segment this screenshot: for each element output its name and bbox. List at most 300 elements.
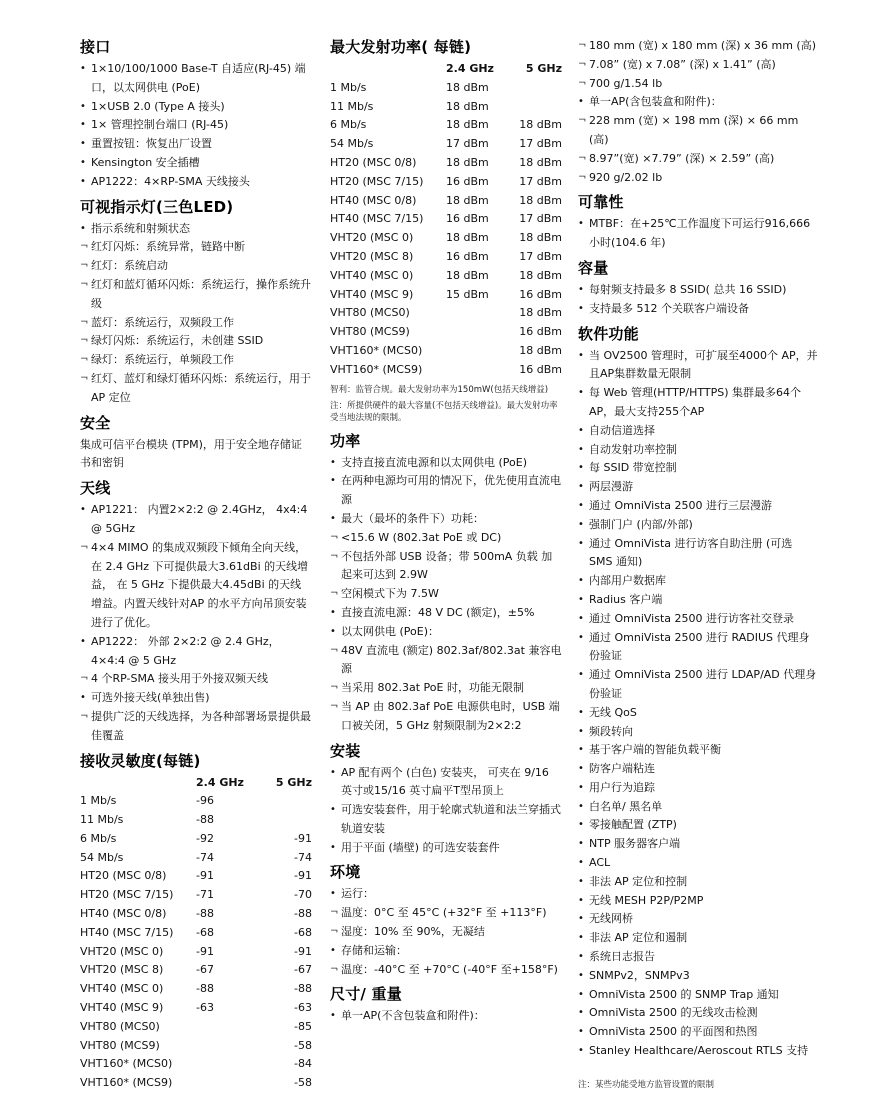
dimensions-continued xyxy=(578,37,818,187)
section-title: 软件功能 xyxy=(578,324,639,343)
table-row xyxy=(80,905,312,924)
rate-cell: VHT20 (MSC 0) xyxy=(80,944,164,958)
list-item xyxy=(578,1023,818,1042)
list-item-text: 白名单/ 黑名单 xyxy=(589,799,663,813)
table-row xyxy=(330,229,562,248)
table-row xyxy=(330,173,562,192)
rate-cell: 6 Mb/s xyxy=(330,118,367,132)
sub-bullet-icon: ¬ xyxy=(330,644,339,656)
rate-cell: VHT80 (MCS9) xyxy=(80,1038,160,1052)
sub-bullet-icon: ¬ xyxy=(80,710,89,722)
list-item xyxy=(578,459,818,478)
list-item-text: 每 SSID 带宽控制 xyxy=(589,461,677,475)
sub-bullet-icon: ¬ xyxy=(80,541,89,553)
section-title: 最大发射功率( 每链) xyxy=(330,38,472,56)
capacity-section xyxy=(578,259,818,319)
security-text: 集成可信平台模块 (TPM)，用于安全地存储证书和密钥 xyxy=(80,437,302,470)
bullet-icon: • xyxy=(578,462,584,474)
table-row xyxy=(330,248,562,267)
list-item-text: 48V 直流电 (额定) 802.3af/802.3at 兼容电源 xyxy=(341,643,562,676)
section-title: 容量 xyxy=(578,258,609,277)
list-item xyxy=(578,591,818,610)
list-item xyxy=(578,169,818,188)
list-item-text: 支持最多 512 个关联客户端设备 xyxy=(589,301,749,315)
bullet-icon: • xyxy=(578,838,584,850)
bullet-icon: • xyxy=(578,631,584,643)
list-item-text: 4 个RP-SMA 接头用于外接双频天线 xyxy=(91,672,268,686)
table-row xyxy=(80,849,312,868)
value-cell xyxy=(504,98,562,117)
value-cell: -67 xyxy=(196,963,214,977)
tx-power-table xyxy=(330,60,562,380)
section-title: 尺寸/ 重量 xyxy=(330,985,402,1004)
value-cell xyxy=(446,304,504,323)
list-item-text: 基于客户端的智能负载平衡 xyxy=(589,743,721,757)
list-item-text: SNMPv2，SNMPv3 xyxy=(589,968,690,982)
bullet-icon: • xyxy=(578,424,584,436)
value-cell: 16 dBm xyxy=(446,212,489,226)
list-item-text: 红灯、蓝灯和绿灯循环闪烁：系统运行，用于 AP 定位 xyxy=(91,371,311,404)
bullet-icon: • xyxy=(578,725,584,737)
tx-note-capacity: 注：所提供硬件的最大容量(不包括天线增益)。最大发射功率受当地法规的限制。 xyxy=(330,400,558,423)
list-item-text: 强制门户 (内部/外部) xyxy=(589,517,693,531)
table-row xyxy=(80,886,312,905)
rate-cell: VHT40 (MSC 0) xyxy=(330,268,414,282)
sub-bullet-icon: ¬ xyxy=(80,278,89,290)
list-item xyxy=(578,75,818,94)
list-item-text: 单一AP(含包装盒和附件)： xyxy=(589,95,722,109)
list-item xyxy=(330,885,562,904)
reliability-list xyxy=(578,215,818,253)
bullet-icon: • xyxy=(80,156,86,168)
rate-cell: VHT160* (MCS9) xyxy=(330,362,423,376)
bullet-icon: • xyxy=(330,766,336,778)
value-cell: -91 xyxy=(294,944,312,958)
value-cell: 18 dBm xyxy=(519,155,562,169)
bullet-icon: • xyxy=(578,575,584,587)
column-3 xyxy=(578,37,818,1091)
list-item-text: AP1221： 内置2×2:2 @ 2.4GHz， 4x4:4 @ 5GHz xyxy=(91,503,308,535)
list-item-text: 通过 OmniVista 2500 进行访客社交登录 xyxy=(589,611,795,625)
bullet-icon: • xyxy=(330,606,336,618)
bullet-icon: • xyxy=(578,969,584,981)
interface-section xyxy=(80,38,312,192)
list-item xyxy=(578,816,818,835)
value-cell xyxy=(254,792,312,811)
list-item xyxy=(80,689,312,708)
list-item-text: 无线 QoS xyxy=(589,705,637,719)
list-item-text: 存储和运输： xyxy=(341,943,407,957)
list-item xyxy=(578,629,818,667)
bullet-icon: • xyxy=(578,763,584,775)
list-item xyxy=(330,961,562,980)
bullet-icon: • xyxy=(578,706,584,718)
list-item-text: 7.08” (宽) x 7.08” (深) x 1.41” (高) xyxy=(589,57,776,71)
list-item xyxy=(578,892,818,911)
rate-cell: HT20 (MSC 7/15) xyxy=(80,888,174,902)
table-header-row xyxy=(330,60,562,79)
bullet-icon: • xyxy=(578,744,584,756)
value-cell: -92 xyxy=(196,831,214,845)
section-title: 接收灵敏度(每链) xyxy=(80,751,201,770)
value-cell: -91 xyxy=(294,831,312,845)
list-item-text: 通过 OmniVista 2500 进行 LDAP/AD 代理身份验证 xyxy=(589,668,817,700)
table-header-row xyxy=(80,774,312,793)
list-item-text: MTBF：在+25℃工作温度下可运行916,666 小时(104.6 年) xyxy=(589,217,811,250)
list-item-text: 两层漫游 xyxy=(589,480,633,494)
sub-bullet-icon: ¬ xyxy=(578,115,587,127)
list-item-text: 温度：0°C 至 45°C (+32°F 至 +113°F) xyxy=(341,906,547,920)
sub-bullet-icon: ¬ xyxy=(330,963,339,975)
list-item-text: OmniVista 2500 的无线攻击检测 xyxy=(589,1006,758,1020)
list-item xyxy=(330,679,562,698)
list-item xyxy=(578,1042,818,1061)
list-item-text: 单一AP(不含包装盒和附件)： xyxy=(341,1009,485,1023)
value-cell xyxy=(196,1037,254,1056)
list-item xyxy=(578,497,818,516)
list-item xyxy=(80,257,312,276)
value-cell: 16 dBm xyxy=(519,325,562,339)
list-item xyxy=(578,704,818,723)
list-item-text: 在两种电源均可用的情况下，优先使用直流电源 xyxy=(341,474,561,507)
rate-cell: 6 Mb/s xyxy=(80,831,117,845)
table-row xyxy=(80,924,312,943)
bullet-icon: • xyxy=(578,1026,584,1038)
list-item xyxy=(330,801,562,839)
value-cell: -91 xyxy=(196,944,214,958)
list-item-text: 频段转向 xyxy=(589,724,633,738)
sub-bullet-icon: ¬ xyxy=(80,335,89,347)
value-cell: 18 dBm xyxy=(446,193,489,207)
list-item-text: OmniVista 2500 的 SNMP Trap 通知 xyxy=(589,987,779,1001)
value-cell: 18 dBm xyxy=(519,118,562,132)
list-item-text: 用户行为追踪 xyxy=(589,780,655,794)
list-item xyxy=(80,135,312,154)
list-item xyxy=(330,472,562,510)
list-item xyxy=(578,281,818,300)
table-row xyxy=(330,361,562,380)
list-item xyxy=(330,623,562,642)
list-item-text: 红灯闪烁：系统异常，链路中断 xyxy=(91,240,245,254)
value-cell xyxy=(446,342,504,361)
section-title: 可靠性 xyxy=(578,193,624,212)
list-item xyxy=(578,835,818,854)
table-row xyxy=(330,286,562,305)
power-section xyxy=(330,432,562,736)
bullet-icon: • xyxy=(578,593,584,605)
value-cell: -91 xyxy=(294,869,312,883)
bullet-icon: • xyxy=(80,63,86,74)
rate-cell: VHT40 (MSC 9) xyxy=(330,287,414,301)
bullet-icon: • xyxy=(80,692,86,704)
environment-list xyxy=(330,885,562,979)
list-item xyxy=(578,422,818,441)
list-item-text: 通过 OmniVista 进行访客自助注册 (可选 SMS 通知) xyxy=(589,536,793,569)
rx-sensitivity-section xyxy=(80,752,312,1094)
capacity-list xyxy=(578,281,818,319)
list-item-text: ACL xyxy=(589,856,611,870)
rx-sensitivity-table xyxy=(80,774,312,1094)
table-row xyxy=(80,1074,312,1093)
dimensions-section xyxy=(330,985,562,1026)
value-cell xyxy=(446,361,504,380)
list-item xyxy=(578,37,818,56)
section-title: 接口 xyxy=(80,38,111,56)
list-item-text: 湿度：10% 至 90%，无凝结 xyxy=(341,925,485,939)
dimensions-list xyxy=(330,1007,562,1026)
list-item xyxy=(80,173,312,192)
value-cell xyxy=(196,1074,254,1093)
list-item-text: 提供广泛的天线选择，为各种部署场景提供最佳覆盖 xyxy=(91,709,311,742)
value-cell: -67 xyxy=(294,963,312,977)
table-row xyxy=(80,867,312,886)
list-item xyxy=(330,839,562,858)
list-item-text: 直接直流电源：48 V DC (额定)，±5% xyxy=(341,605,535,619)
bullet-icon: • xyxy=(330,944,336,956)
bullet-icon: • xyxy=(578,518,584,530)
bullet-icon: • xyxy=(330,475,336,487)
rate-cell: VHT40 (MSC 9) xyxy=(80,1001,164,1015)
bullet-icon: • xyxy=(578,1045,584,1057)
list-item xyxy=(80,154,312,173)
bullet-icon: • xyxy=(80,222,86,234)
table-row xyxy=(80,830,312,849)
bullet-icon: • xyxy=(578,283,584,295)
sub-bullet-icon: ¬ xyxy=(330,550,339,562)
list-item-text: 防客户端粘连 xyxy=(589,762,655,776)
table-row xyxy=(330,267,562,286)
table-row xyxy=(330,98,562,117)
table-row xyxy=(80,1055,312,1074)
rate-cell: HT40 (MSC 7/15) xyxy=(330,212,424,226)
list-item xyxy=(578,384,818,422)
list-item xyxy=(578,723,818,742)
list-item xyxy=(80,332,312,351)
rate-cell: VHT80 (MCS0) xyxy=(330,306,410,320)
list-item xyxy=(578,854,818,873)
list-item-text: 自动信道选择 xyxy=(589,423,655,437)
value-cell: 18 dBm xyxy=(519,231,562,245)
bullet-icon: • xyxy=(330,804,336,816)
list-item xyxy=(330,510,562,529)
column-header xyxy=(80,774,196,793)
led-section xyxy=(80,198,312,408)
list-item xyxy=(578,967,818,986)
value-cell xyxy=(504,79,562,98)
list-item-text: 红灯：系统启动 xyxy=(91,259,168,273)
list-item-text: 无线 MESH P2P/P2MP xyxy=(589,893,704,907)
list-item-text: 不包括外部 USB 设备；带 500mA 负载 加起来可达到 2.9W xyxy=(341,549,553,582)
list-item-text: 当 AP 由 802.3af PoE 电源供电时，USB 端口被关闭，5 GHz 射频限制为2×2:2 xyxy=(341,699,560,732)
list-item xyxy=(578,741,818,760)
bullet-icon: • xyxy=(330,456,336,468)
value-cell: -68 xyxy=(294,925,312,939)
value-cell: 17 dBm xyxy=(519,137,562,151)
sub-bullet-icon: ¬ xyxy=(578,40,587,51)
bullet-icon: • xyxy=(578,857,584,869)
value-cell: -88 xyxy=(294,907,312,921)
bullet-icon: • xyxy=(578,387,584,399)
list-item xyxy=(578,441,818,460)
list-item-text: 非法 AP 定位和控制 xyxy=(589,874,688,888)
list-item-text: 当采用 802.3at PoE 时，功能无限制 xyxy=(341,681,524,695)
list-item-text: 可选外接天线(单独出售) xyxy=(91,691,210,705)
bullet-icon: • xyxy=(578,988,584,1000)
list-item-text: 每射频支持最多 8 SSID( 总共 16 SSID) xyxy=(589,282,787,296)
rate-cell: VHT20 (MSC 0) xyxy=(330,231,414,245)
list-item xyxy=(80,314,312,333)
list-item-text: 红灯和蓝灯循环闪烁：系统运行，操作系统升级 xyxy=(91,277,311,310)
value-cell: 18 dBm xyxy=(519,343,562,357)
bullet-icon: • xyxy=(578,913,584,925)
sub-bullet-icon: ¬ xyxy=(578,77,587,89)
list-item-text: 4×4 MIMO 的集成双频段下倾角全向天线，在 2.4 GHz 下可提供最大3.61dBi 的天线增益， 在 5 GHz 下提供最大4.45dBi 的天线增益。内置天线针对AP 的水平方向吊顶安装进行了优化。 xyxy=(91,540,309,629)
bullet-icon: • xyxy=(578,349,584,361)
list-item-text: 以太网供电 (PoE)： xyxy=(341,624,440,638)
value-cell: 18 dBm xyxy=(519,193,562,207)
list-item xyxy=(330,942,562,961)
value-cell: 16 dBm xyxy=(519,362,562,376)
bullet-icon: • xyxy=(578,218,584,230)
value-cell: -88 xyxy=(196,907,214,921)
bullet-icon: • xyxy=(578,819,584,831)
list-item xyxy=(80,238,312,257)
table-row xyxy=(80,1018,312,1037)
list-item xyxy=(578,666,818,704)
list-item-text: 用于平面 (墙壁) 的可选安装套件 xyxy=(341,840,500,854)
value-cell: -88 xyxy=(294,982,312,996)
column-header: 2.4 GHz xyxy=(446,62,494,75)
list-item xyxy=(330,698,562,736)
rate-cell: HT20 (MSC 0/8) xyxy=(80,869,167,883)
list-item xyxy=(578,779,818,798)
value-cell: 17 dBm xyxy=(519,249,562,263)
table-row xyxy=(80,999,312,1018)
table-row xyxy=(330,342,562,361)
list-item xyxy=(80,501,312,539)
table-row xyxy=(80,811,312,830)
list-item-text: 8.97”(宽) ×7.79” (深) × 2.59” (高) xyxy=(589,151,775,165)
rate-cell: VHT160* (MCS0) xyxy=(330,343,423,357)
list-item-text: 零接触配置 (ZTP) xyxy=(589,818,677,832)
sub-bullet-icon: ¬ xyxy=(330,531,339,543)
value-cell: 18 dBm xyxy=(519,306,562,320)
list-item xyxy=(578,798,818,817)
value-cell: -74 xyxy=(196,850,214,864)
bullet-icon: • xyxy=(578,894,584,906)
value-cell: 18 dBm xyxy=(446,118,489,132)
value-cell: 16 dBm xyxy=(446,174,489,188)
column-2 xyxy=(330,38,562,1032)
value-cell: 16 dBm xyxy=(446,249,489,263)
table-row xyxy=(80,980,312,999)
list-item xyxy=(578,760,818,779)
value-cell: 18 dBm xyxy=(519,268,562,282)
rate-cell: 1 Mb/s xyxy=(330,80,367,94)
bullet-icon: • xyxy=(578,951,584,963)
list-item-text: NTP 服务器客户端 xyxy=(589,837,681,851)
rate-cell: VHT80 (MCS0) xyxy=(80,1019,160,1033)
tx-note-chile: 智利：监管合规。最大发射功率为150mW(包括天线增益) xyxy=(330,384,549,395)
list-item-text: 228 mm (宽) × 198 mm (深) × 66 mm (高) xyxy=(589,114,799,146)
bullet-icon: • xyxy=(80,138,86,150)
list-item xyxy=(578,572,818,591)
list-item xyxy=(578,300,818,319)
list-item-text: 通过 OmniVista 2500 进行三层漫游 xyxy=(589,498,773,512)
list-item xyxy=(80,98,312,117)
rate-cell: HT40 (MSC 0/8) xyxy=(80,907,167,921)
list-item-text: 1×USB 2.0 (Type A 接头) xyxy=(91,99,225,113)
list-item-text: 非法 AP 定位和遏制 xyxy=(589,931,688,945)
list-item-text: Kensington 安全插槽 xyxy=(91,155,200,169)
list-item xyxy=(330,548,562,586)
section-title: 安全 xyxy=(80,413,111,432)
sub-bullet-icon: ¬ xyxy=(80,673,89,685)
section-title: 天线 xyxy=(80,479,111,498)
bullet-icon: • xyxy=(80,504,86,516)
bullet-icon: • xyxy=(330,625,336,637)
column-header: 5 GHz xyxy=(275,775,312,789)
bullet-icon: • xyxy=(578,96,584,108)
rate-cell: VHT20 (MSC 8) xyxy=(330,249,414,263)
rate-cell: 54 Mb/s xyxy=(80,850,124,864)
bullet-icon: • xyxy=(80,100,86,112)
value-cell: -63 xyxy=(196,1001,214,1015)
sub-bullet-icon: ¬ xyxy=(330,682,339,694)
table-row xyxy=(330,135,562,154)
list-item xyxy=(578,112,818,150)
list-item-text: 支持直接直流电源和以太网供电 (PoE) xyxy=(341,455,527,469)
bullet-icon: • xyxy=(330,512,336,524)
list-item xyxy=(330,642,562,680)
sub-bullet-icon: ¬ xyxy=(80,241,89,253)
table-row xyxy=(330,323,562,342)
list-item xyxy=(578,347,818,385)
value-cell: 18 dBm xyxy=(446,268,489,282)
rate-cell: VHT160* (MCS0) xyxy=(80,1057,173,1071)
list-item xyxy=(80,708,312,746)
security-section xyxy=(80,414,312,474)
rate-cell: VHT40 (MSC 0) xyxy=(80,982,164,996)
sub-bullet-icon: ¬ xyxy=(330,926,339,938)
list-item-text: 可选安装套件，用于轮廓式轨道和法兰穿插式轨道安装 xyxy=(341,803,561,835)
list-item xyxy=(80,670,312,689)
table-row xyxy=(330,79,562,98)
list-item-text: <15.6 W (802.3at PoE 或 DC) xyxy=(341,530,502,544)
list-item-text: 运行： xyxy=(341,887,374,901)
list-item xyxy=(330,1007,562,1026)
list-item-text: 空闲模式下为 7.5W xyxy=(341,587,439,601)
value-cell: 18 dBm xyxy=(446,80,489,94)
table-row xyxy=(330,154,562,173)
list-item-text: AP 配有两个 (白色) 安装夹， 可夹在 9/16 英寸或15/16 英寸扁平T型吊顶上 xyxy=(341,765,549,798)
bullet-icon: • xyxy=(578,781,584,793)
list-item xyxy=(578,516,818,535)
list-item-text: 自动发射功率控制 xyxy=(589,442,677,456)
list-item-text: AP1222： 外部 2×2:2 @ 2.4 GHz， 4×4:4 @ 5 GHz xyxy=(91,634,280,667)
value-cell: -71 xyxy=(196,888,214,902)
dimensions-continued-list xyxy=(578,37,818,187)
list-item-text: 系统日志报告 xyxy=(589,950,655,964)
value-cell: -68 xyxy=(196,925,214,939)
bullet-icon: • xyxy=(578,443,584,455)
list-item xyxy=(80,220,312,239)
list-item-text: 指示系统和射频状态 xyxy=(91,221,190,235)
list-item xyxy=(330,529,562,548)
bullet-icon: • xyxy=(578,875,584,887)
list-item xyxy=(80,539,312,633)
rate-cell: VHT20 (MSC 8) xyxy=(80,963,164,977)
